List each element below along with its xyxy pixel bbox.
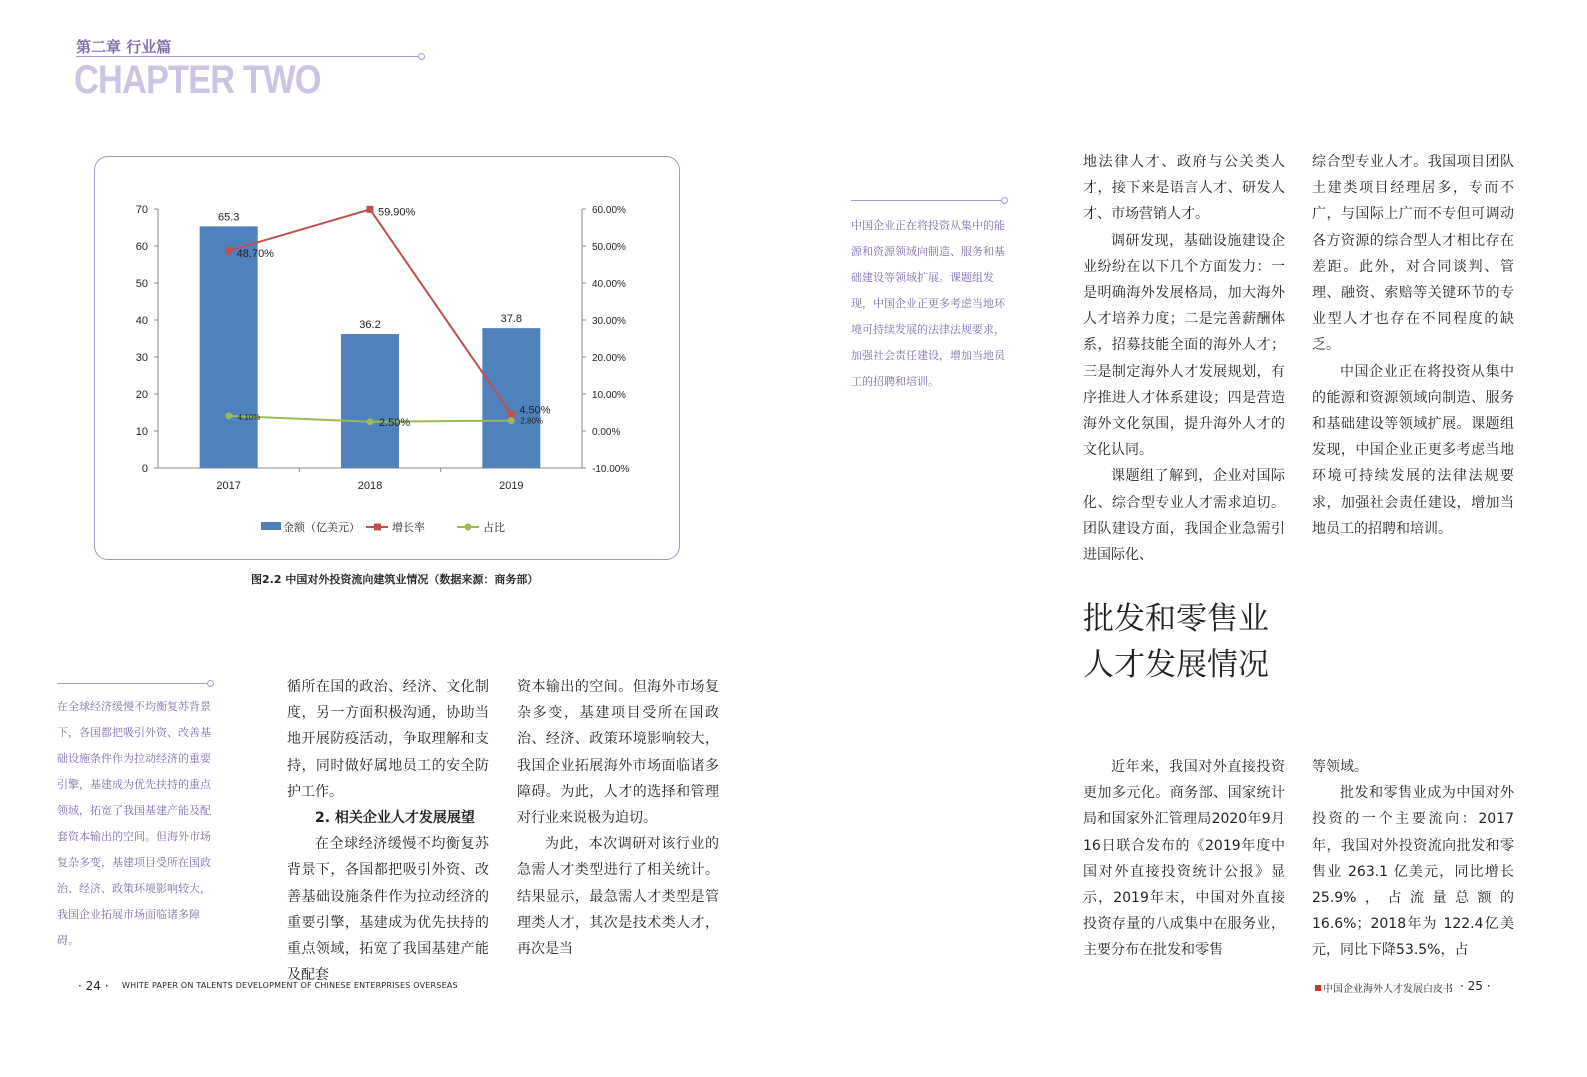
header-divider [76, 56, 420, 57]
sidebar-bottom-divider-dot [207, 680, 214, 687]
chapter-label: 第二章 行业篇 [76, 38, 172, 56]
figure-caption: 图2.2 中国对外投资流向建筑业情况（数据来源：商务部） [251, 573, 539, 586]
right-axis-tick-label: 30.00% [592, 316, 626, 327]
x-axis-tick-label: 2019 [499, 480, 524, 492]
right-axis-tick-label: 20.00% [592, 353, 626, 364]
right-axis-tick-label: 50.00% [592, 242, 626, 253]
growth-rate-data-label: 4.50% [519, 404, 551, 417]
paragraph: 综合型专业人才。我国项目团队土建类项目经理居多，专而不广，与国际上广而不专但可调动各方资源的综合型人才相比存在差距。此外，对合同谈判、管理、融资、索赔等关键环节的专业型人才也存在不同程度的缺乏。 [1312, 154, 1514, 354]
left-axis-tick-label: 60 [135, 241, 148, 253]
legend-swatch-amount [261, 522, 281, 530]
right-page-column-2-bottom [1312, 754, 1514, 964]
paragraph: 等领域。 [1312, 759, 1368, 775]
right-page-column-2-top [1312, 149, 1514, 542]
share-data-label: 2.80% [520, 416, 544, 426]
section-title-line: 人才发展情况 [1083, 647, 1269, 683]
bar-data-label: 36.2 [359, 319, 381, 332]
subheading: 2. 相关企业人才发展展望 [315, 810, 475, 827]
chart [94, 156, 680, 560]
right-running-title-text: 中国企业海外人才发展白皮书 [1323, 984, 1453, 995]
right-axis-tick-label: 10.00% [592, 390, 626, 401]
left-axis-tick-label: 20 [135, 389, 148, 401]
left-axis-tick-label: 50 [135, 278, 148, 290]
right-page-column-1-bottom [1083, 754, 1285, 964]
right-axis-tick-label: 60.00% [592, 205, 626, 216]
bar-data-label: 65.3 [217, 211, 240, 224]
left-axis-tick-label: 40 [135, 315, 148, 327]
left-axis-tick-label: 0 [141, 463, 148, 475]
left-axis-tick-label: 10 [135, 426, 148, 438]
right-page-number: · 25 · [1460, 979, 1491, 993]
section-title [1083, 596, 1269, 688]
growth-rate-marker [508, 411, 515, 418]
share-marker [367, 418, 374, 425]
section-title-line: 批发和零售业 [1083, 601, 1269, 637]
paragraph: 循所在国的政治、经济、文化制度，另一方面积极沟通，协助当地开展防疫活动，争取理解和支持，同时做好属地员工的安全防护工作。 [287, 679, 489, 800]
paragraph: 批发和零售业成为中国对外投资的一个主要流向：2017 年，我国对外投资流向批发和零售业 263.1 亿美元，同比增长 25.9%，占流量总额的 16.6%；2018年为 122.4亿美元，同比下降53.5%，占 [1312, 785, 1514, 959]
paragraph: 资本输出的空间。但海外市场复杂多变，基建项目受所在国政治、经济、政策环境影响较大，我国企业拓展海外市场面临诸多障碍。为此，人才的选择和管理对行业来说极为迫切。 [517, 679, 719, 827]
share-marker [225, 412, 232, 419]
paragraph: 调研发现，基础设施建设企业纷纷在以下几个方面发力：一是明确海外发展格局，加大海外人才培养力度；二是完善薪酬体系，招募技能全面的海外人才；三是制定海外人才发展规划，有序推进人才体系建设；四是营造海外文化氛围，提升海外人才的文化认同。 [1083, 232, 1285, 459]
sidebar-top-note: 中国企业正在将投资从集中的能源和资源领域向制造、服务和基础建设等领域扩展。课题组发现，中国企业正更多考虑当地环境可持续发展的法律法规要求，加强社会责任建设，增加当地员工的招聘和培训。 [851, 219, 1005, 388]
legend-marker-growth [374, 524, 381, 531]
right-page-column-1-top [1083, 149, 1285, 568]
sidebar-top-divider [851, 200, 1003, 201]
left-page-column-2 [517, 674, 719, 962]
bar [482, 328, 540, 468]
sidebar-bottom-divider [57, 683, 209, 684]
growth-rate-marker [225, 247, 232, 254]
left-running-title: WHITE PAPER ON TALENTS DEVELOPMENT OF CHINESE ENTERPRISES OVERSEAS [122, 981, 458, 990]
paragraph: 地法律人才、政府与公关类人才，接下来是语言人才、研发人才、市场营销人才。 [1083, 154, 1285, 223]
x-axis-tick-label: 2018 [357, 480, 383, 492]
share-marker [508, 417, 515, 424]
bar [341, 334, 399, 468]
paragraph: 近年来，我国对外直接投资更加多元化。商务部、国家统计局和国家外汇管理局2020年9月16日联合发布的《2019年度中国对外直接投资统计公报》显示，2019年末，中国对外直接投资存量的八成集中在服务业，主要分布在批发和零售 [1083, 759, 1285, 959]
left-axis-tick-label: 30 [135, 352, 148, 364]
paragraph: 课题组了解到，企业对国际化、综合型专业人才需求迫切。团队建设方面，我国企业急需引进国际化、 [1083, 468, 1285, 564]
sidebar-top-divider-dot [1001, 197, 1008, 204]
paragraph: 在全球经济缓慢不均衡复苏背景下，各国都把吸引外资、改善基础设施条件作为拉动经济的重要引擎，基建成为优先扶持的重点领域，拓宽了我国基建产能及配套 [287, 836, 489, 984]
legend-marker-share [465, 524, 472, 531]
legend-label-share: 占比 [483, 522, 505, 534]
x-axis-tick-label: 2017 [216, 480, 241, 492]
bar-data-label: 37.8 [500, 313, 523, 326]
header-divider-dot [418, 53, 425, 60]
share-data-label: 4.10% [237, 412, 261, 422]
paragraph: 中国企业正在将投资从集中的能源和资源领域向制造、服务和基础建设等领域扩展。课题组发现，中国企业正更多考虑当地环境可持续发展的法律法规要求，加强社会责任建设，增加当地员工的招聘和培训。 [1312, 363, 1514, 537]
growth-rate-data-label: 48.70% [236, 247, 274, 260]
legend-label-amount: 金额（亿美元） [283, 522, 360, 534]
growth-rate-data-label: 59.90% [378, 206, 416, 219]
growth-rate-marker [367, 206, 374, 213]
right-axis-tick-label: 0.00% [592, 427, 621, 438]
chapter-title: CHAPTER TWO [74, 58, 321, 102]
share-data-label: 2.50% [379, 416, 411, 429]
right-axis-tick-label: -10.00% [592, 464, 630, 475]
left-page-number: · 24 · [78, 979, 109, 993]
sidebar-bottom-note: 在全球经济缓慢不均衡复苏背景下，各国都把吸引外资、改善基础设施条件作为拉动经济的重要引擎，基建成为优先扶持的重点领域，拓宽了我国基建产能及配套资本输出的空间。但海外市场复杂多变，基建项目受所在国政治、经济、政策环境影响较大，我国企业拓展市场面临诸多障碍。 [57, 700, 211, 947]
bar [200, 226, 258, 468]
right-running-title [1315, 980, 1453, 995]
left-page-column-1 [287, 674, 489, 988]
left-axis-tick-label: 70 [135, 204, 148, 216]
red-square-icon [1315, 985, 1321, 991]
paragraph: 为此，本次调研对该行业的急需人才类型进行了相关统计。结果显示，最急需人才类型是管理类人才，其次是技术类人才，再次是当 [517, 836, 719, 958]
right-axis-tick-label: 40.00% [592, 279, 626, 290]
legend-label-growth: 增长率 [392, 522, 425, 534]
